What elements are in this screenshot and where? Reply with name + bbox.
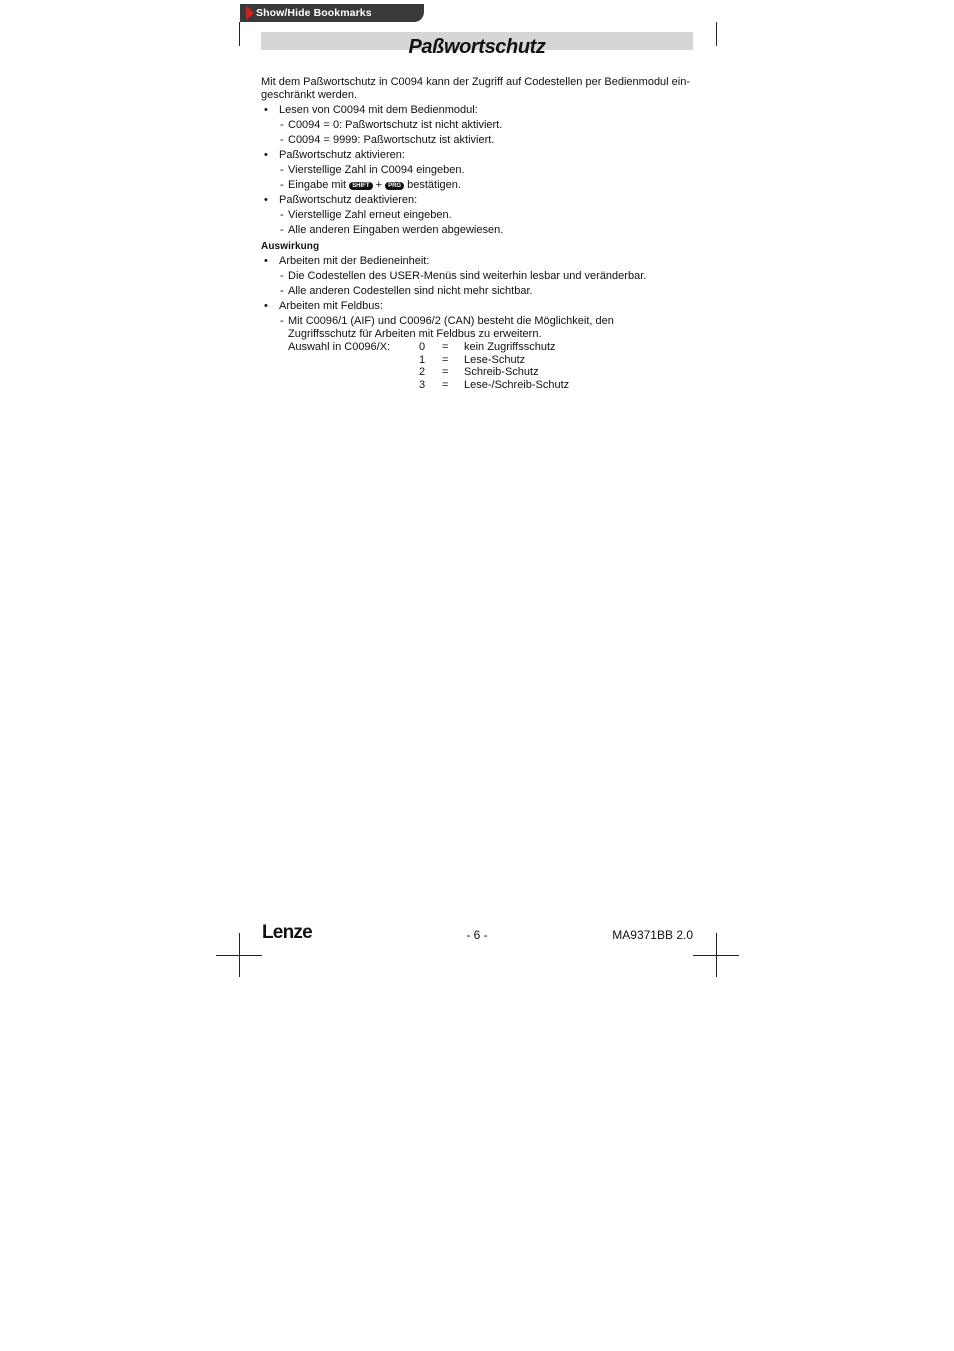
bullet-icon: • — [264, 300, 268, 312]
list-subitem: - Vierstellige Zahl erneut eingeben. — [280, 209, 452, 221]
subheading-auswirkung: Auswirkung — [261, 241, 320, 252]
crop-mark — [216, 955, 262, 956]
list-subitem: - Vierstellige Zahl in C0094 eingeben. — [280, 164, 465, 176]
document-id: MA9371BB 2.0 — [612, 928, 693, 942]
bullet-icon: • — [264, 149, 268, 161]
crop-mark — [693, 955, 739, 956]
selection-table — [288, 341, 569, 391]
dash-icon: - — [280, 224, 284, 236]
table-row: 1 = Lese-Schutz — [419, 353, 526, 366]
dash-icon: - — [280, 119, 284, 131]
list-item: • Arbeiten mit der Bedieneinheit: — [264, 255, 430, 267]
list-item: • Lesen von C0094 mit dem Bedienmodul: — [264, 104, 478, 116]
list-item: • Paßwortschutz deaktivieren: — [264, 194, 418, 206]
list-subitem: - C0094 = 0: Paßwortschutz ist nicht aktiviert. — [280, 119, 503, 131]
page-content — [261, 76, 701, 391]
table-row: 3 = Lese-/Schreib-Schutz — [419, 378, 570, 391]
dash-icon: - — [280, 270, 284, 282]
lenze-logo: Lenze — [262, 922, 312, 943]
bullet-icon: • — [264, 255, 268, 267]
crop-mark — [239, 22, 240, 46]
table-row: 2 = Schreib-Schutz — [419, 366, 539, 379]
dash-icon: - — [280, 285, 284, 297]
prg-key-icon: PRG — [385, 182, 404, 190]
table-row: Auswahl in C0096/X: 0 = kein Zugriffsschutz — [288, 341, 556, 353]
list-subitem: - Alle anderen Eingaben werden abgewiesen. — [280, 224, 504, 236]
dash-icon: - — [280, 134, 284, 146]
crop-mark — [716, 22, 717, 46]
intro-paragraph: Mit dem Paßwortschutz in C0094 kann der Zugriff auf Codestellen per Bedienmodul ein-geschränkt werden. — [261, 76, 691, 101]
dash-icon: - — [280, 164, 284, 176]
list-subitem: - C0094 = 9999: Paßwortschutz ist aktiviert. — [280, 134, 495, 146]
list-item: • Paßwortschutz aktivieren: — [264, 149, 405, 161]
dash-icon: - — [280, 179, 284, 191]
page-title: Paßwortschutz — [408, 36, 546, 58]
bullet-icon: • — [264, 194, 268, 206]
list-item: • Arbeiten mit Feldbus: — [264, 300, 383, 312]
dash-icon: - — [280, 315, 284, 327]
list-subitem: - Eingabe mit SHIFT + PRG bestätigen. — [280, 179, 461, 191]
shift-key-icon: SHIFT — [349, 182, 372, 190]
list-subitem: - Die Codestellen des USER-Menüs sind weiterhin lesbar und veränderbar. — [280, 270, 647, 282]
selection-label: Auswahl in C0096/X: — [288, 341, 391, 353]
bullet-icon: • — [264, 104, 268, 116]
list-subitem: - Mit C0096/1 (AIF) und C0096/2 (CAN) besteht die Möglichkeit, den Zugriffsschutz für Arbeiten mit Feldbus zu erweitern. — [280, 315, 614, 340]
page-number: - 6 - — [466, 928, 488, 942]
list-subitem: - Alle anderen Codestellen sind nicht mehr sichtbar. — [280, 285, 533, 297]
show-hide-bookmarks-button[interactable] — [240, 4, 424, 22]
bookmark-toggle-label: Show/Hide Bookmarks — [256, 7, 372, 19]
dash-icon: - — [280, 209, 284, 221]
red-arrow-icon — [246, 6, 254, 20]
